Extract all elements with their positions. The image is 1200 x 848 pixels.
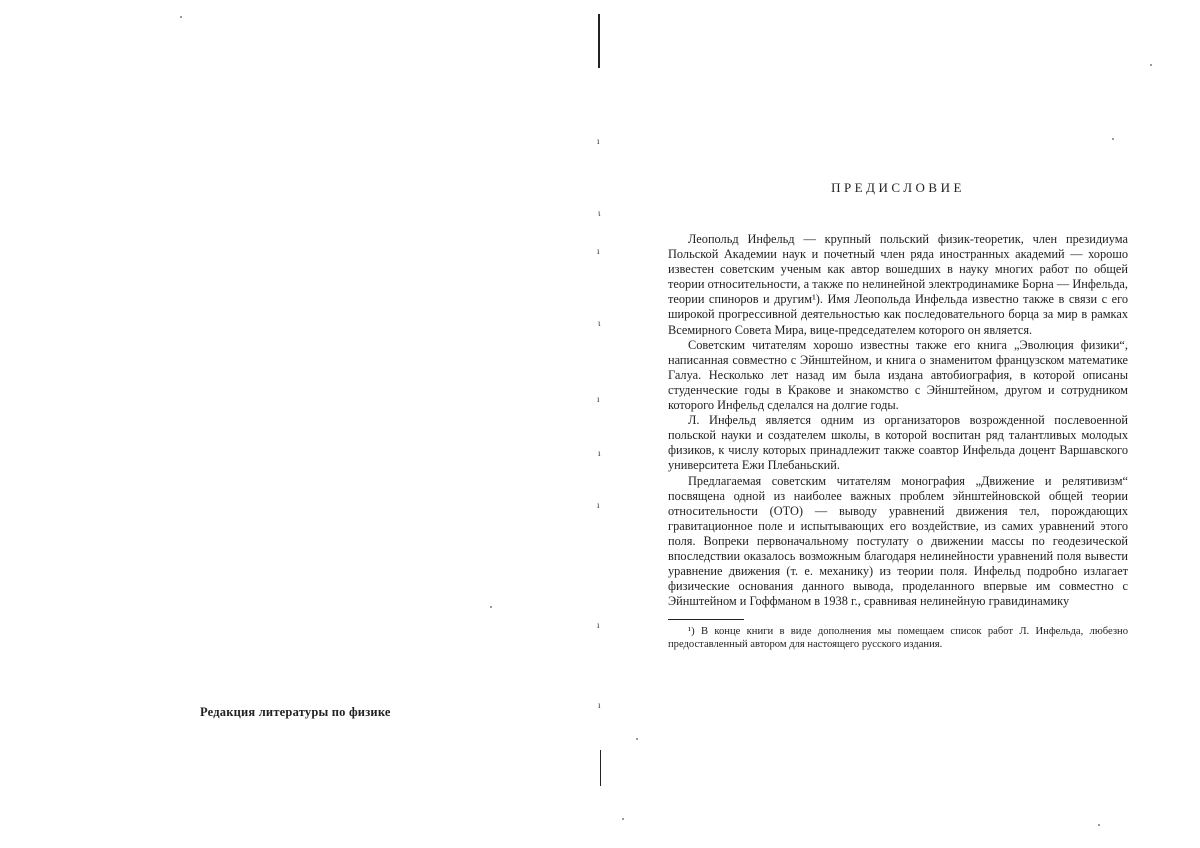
paragraph: Советским читателям хорошо известны также его книга „Эволюция физики“, написанная совместно с Эйнштейном, и книга о знаменитом французском математике Галуа. Несколько лет назад им была издана автобиография, в которой описаны студенческие годы в Кракове и знакомство с Эйнштейном, другом и сотрудником которого Инфельд сделался на долгие годы.: [668, 337, 1128, 413]
speck: [1098, 824, 1100, 826]
gutter-mark: ı: [597, 394, 600, 404]
footnote: ¹) В конце книги в виде дополнения мы помещаем список работ Л. Инфельда, любезно предоставленный автором для настоящего русского издания.: [668, 626, 1128, 650]
speck: [636, 738, 638, 740]
gutter-rule-top: [598, 14, 600, 68]
speck: [1112, 138, 1114, 140]
preface-page: [668, 180, 1128, 652]
paragraph: Леопольд Инфельд — крупный польский физик-теоретик, член президиума Польской Академии наук и почетный член ряда иностранных академий — хорошо известен советским ученым как автор вошедших в науку многих работ по общей теории относительности, а также по нелинейной электродинамике Борна — Инфельда, теории спиноров и другим¹). Имя Леопольда Инфельда известно также в связи с его широкой прогрессивной деятельностью как последовательного борца за мир в рамках Всемирного Совета Мира, вице-председателем которого он является.: [668, 232, 1128, 337]
preface-body: [668, 232, 1128, 609]
paragraph: Предлагаемая советским читателям монография „Движение и релятивизм“ посвящена одной из наиболее важных проблем эйнштейновской общей теории относительности (ОТО) — выводу уравнений движения тел, порождающих гравитационное поле и испытывающих его воздействие, из самих уравнений этого поля. Вопреки первоначальному постулату о движении массы по геодезической впоследствии оказалось возможным благодаря нелинейности уравнений поля вывести уравнение движения (т. е. механику) из теории поля. Инфельд подробно излагает физические основания данного вывода, проделанного впервые им совместно с Эйнштейном и Гоффманом в 1938 г., сравнивая нелинейную гравидинамику: [668, 473, 1128, 609]
gutter-mark: ı: [598, 700, 601, 710]
gutter-mark: ι: [598, 318, 601, 328]
speck: [622, 818, 624, 820]
speck: [1150, 64, 1152, 66]
gutter-mark: ı: [597, 620, 600, 630]
page-gutter: [596, 0, 608, 848]
speck: [490, 606, 492, 608]
paragraph: Л. Инфельд является одним из организаторов возрожденной послевоенной польской науки и создателем школы, в которой воспитан ряд талантливых молодых физиков, к числу которых принадлежит также соавтор Инфельда доцент Варшавского университета Ежи Плебаньский.: [668, 413, 1128, 473]
footnote-divider: [668, 619, 744, 620]
gutter-mark: ı: [597, 246, 600, 256]
page-title: ПРЕДИСЛОВИЕ: [831, 180, 965, 195]
gutter-mark: ı: [597, 500, 600, 510]
gutter-mark: ι: [598, 208, 601, 218]
speck: [180, 16, 182, 18]
gutter-mark: ı: [597, 136, 600, 146]
gutter-rule-bottom: [600, 750, 601, 786]
gutter-mark: ı: [598, 448, 601, 458]
publisher-note: Редакция литературы по физике: [200, 705, 391, 719]
